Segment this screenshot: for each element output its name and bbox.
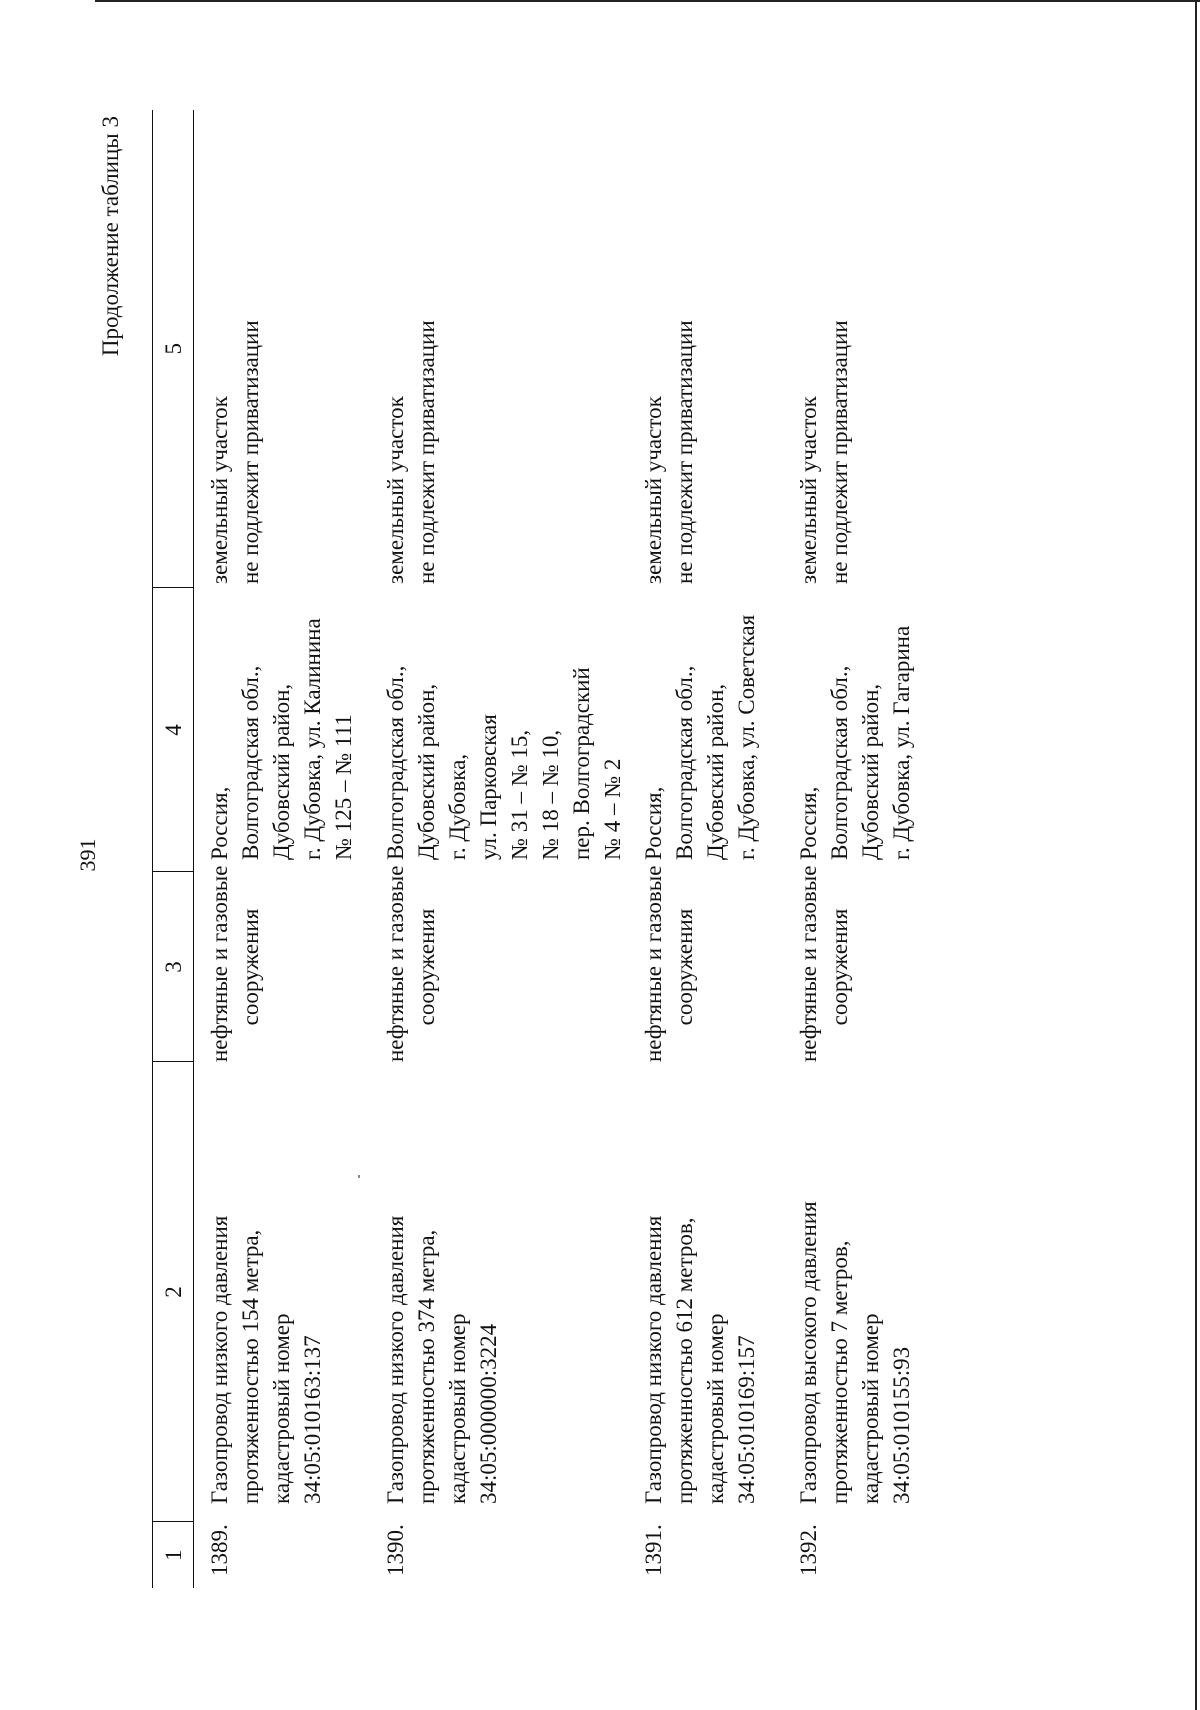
- cell-address-line: г. Дубовка,: [445, 753, 470, 860]
- cell-address: [370, 588, 628, 872]
- cell-object-name-line: Газопровод низкого давления: [383, 1215, 408, 1504]
- table-row: [783, 110, 943, 1588]
- cell-object-name: [194, 1062, 371, 1522]
- cell-address: [783, 588, 943, 872]
- registry-table: [152, 110, 943, 1588]
- cell-number: 1389.: [207, 1524, 232, 1576]
- table-row: [194, 110, 371, 1588]
- cell-object-type-line: нефтяные и газовые: [207, 865, 232, 1062]
- cell-object-name-line: Газопровод высокого давления: [796, 1201, 821, 1504]
- cell-note-line: не подлежит приватизации: [238, 320, 263, 584]
- cell-note: [370, 110, 628, 588]
- cell-object-name-line: 34:05:010155:93: [889, 1346, 914, 1504]
- cell-object-name-line: 34:05:000000:3224: [476, 1323, 501, 1504]
- header-row: [153, 110, 194, 1588]
- cell-address-line: Россия,: [796, 786, 821, 860]
- cell-address-line: Дубовский район,: [269, 683, 294, 860]
- cell-address-line: г. Дубовка, ул. Гагарина: [889, 625, 914, 860]
- cell-number: 1390.: [383, 1524, 408, 1576]
- column-header: 2: [153, 1062, 194, 1522]
- cell-object-type-line: сооружения: [238, 908, 263, 1026]
- cell-object-name-line: 34:05:010169:157: [734, 1335, 759, 1504]
- cell-address-line: Дубовский район,: [703, 683, 728, 860]
- cell-object-type: [370, 865, 628, 1062]
- cell-note: [628, 110, 783, 588]
- cell-object-name: [370, 1062, 628, 1522]
- column-header: 4: [153, 588, 194, 872]
- cell-address-line: № 125 – № 111: [331, 714, 356, 860]
- cell-note-line: земельный участок: [383, 396, 408, 584]
- cell-address-line: Россия,: [207, 786, 232, 860]
- cell-address: [628, 588, 783, 872]
- cell-address-line: г. Дубовка, ул. Калинина: [300, 618, 325, 860]
- cell-object-name: [783, 1062, 943, 1522]
- cell-note: [783, 110, 943, 588]
- cell-number: 1392.: [796, 1524, 821, 1576]
- column-header: 3: [153, 872, 194, 1062]
- cell-object-type: [783, 865, 943, 1062]
- cell-object-name-line: Газопровод низкого давления: [207, 1215, 232, 1504]
- cell-object-name-line: Газопровод низкого давления: [641, 1215, 666, 1504]
- cell-object-type-line: нефтяные и газовые: [641, 865, 666, 1062]
- cell-address-line: ул. Парковская: [476, 714, 501, 860]
- cell-address-line: Волгоградская обл.,: [238, 665, 263, 860]
- cell-object-name-line: протяженностью 374 метра,: [414, 1229, 439, 1504]
- cell-note-line: земельный участок: [207, 396, 232, 584]
- cell-note-line: не подлежит приватизации: [672, 320, 697, 584]
- cell-address-line: Волгоградская обл.,: [672, 665, 697, 860]
- cell-object-name-line: протяженностью 154 метра,: [238, 1229, 263, 1504]
- cell-note-line: не подлежит приватизации: [827, 320, 852, 584]
- cell-address-line: Дубовский район,: [414, 683, 439, 860]
- cell-object-type: [628, 865, 783, 1062]
- continuation-label: Продолжение таблицы 3: [98, 116, 123, 357]
- cell-object-name-line: кадастровый номер: [703, 1313, 728, 1504]
- cell-address-line: № 4 – № 2: [600, 758, 625, 860]
- column-header: 5: [153, 110, 194, 588]
- cell-number: 1391.: [641, 1524, 666, 1576]
- cell-object-name: [628, 1062, 783, 1522]
- cell-object-type-line: сооружения: [827, 908, 852, 1026]
- cell-note-line: земельный участок: [796, 396, 821, 584]
- cell-note-line: не подлежит приватизации: [414, 320, 439, 584]
- cell-address-line: г. Дубовка, ул. Советская: [734, 614, 759, 860]
- cell-object-name-line: 34:05:010163:137: [300, 1335, 325, 1504]
- table-row: [370, 110, 628, 1588]
- page-number: 391: [75, 838, 100, 872]
- cell-object-name-line: протяженностью 612 метров,: [672, 1217, 697, 1504]
- cell-object-name-line: протяженностью 7 метров,: [827, 1240, 852, 1504]
- cell-object-type: [194, 865, 371, 1062]
- cell-address-line: пер. Волгоградский: [569, 667, 594, 860]
- cell-address-line: Россия,: [641, 786, 666, 860]
- cell-object-type-line: нефтяные и газовые: [796, 865, 821, 1062]
- cell-object-type-line: сооружения: [672, 908, 697, 1026]
- cell-address: [194, 588, 371, 872]
- cell-note-line: земельный участок: [641, 396, 666, 584]
- table-row: [628, 110, 783, 1588]
- cell-object-name-line: кадастровый номер: [269, 1313, 294, 1504]
- cell-object-name-line: кадастровый номер: [858, 1313, 883, 1504]
- cell-address-line: № 31 – № 15,: [507, 729, 532, 860]
- column-header: 1: [153, 1522, 194, 1588]
- cell-address-line: № 18 – № 10,: [538, 729, 563, 860]
- cell-object-type-line: нефтяные и газовые: [383, 865, 408, 1062]
- cell-address-line: Волгоградская обл.,: [383, 665, 408, 860]
- cell-address-line: Волгоградская обл.,: [827, 665, 852, 860]
- cell-note: [194, 110, 371, 588]
- cell-object-type-line: сооружения: [414, 908, 439, 1026]
- cell-object-name-line: кадастровый номер: [445, 1313, 470, 1504]
- cell-address-line: Дубовский район,: [858, 683, 883, 860]
